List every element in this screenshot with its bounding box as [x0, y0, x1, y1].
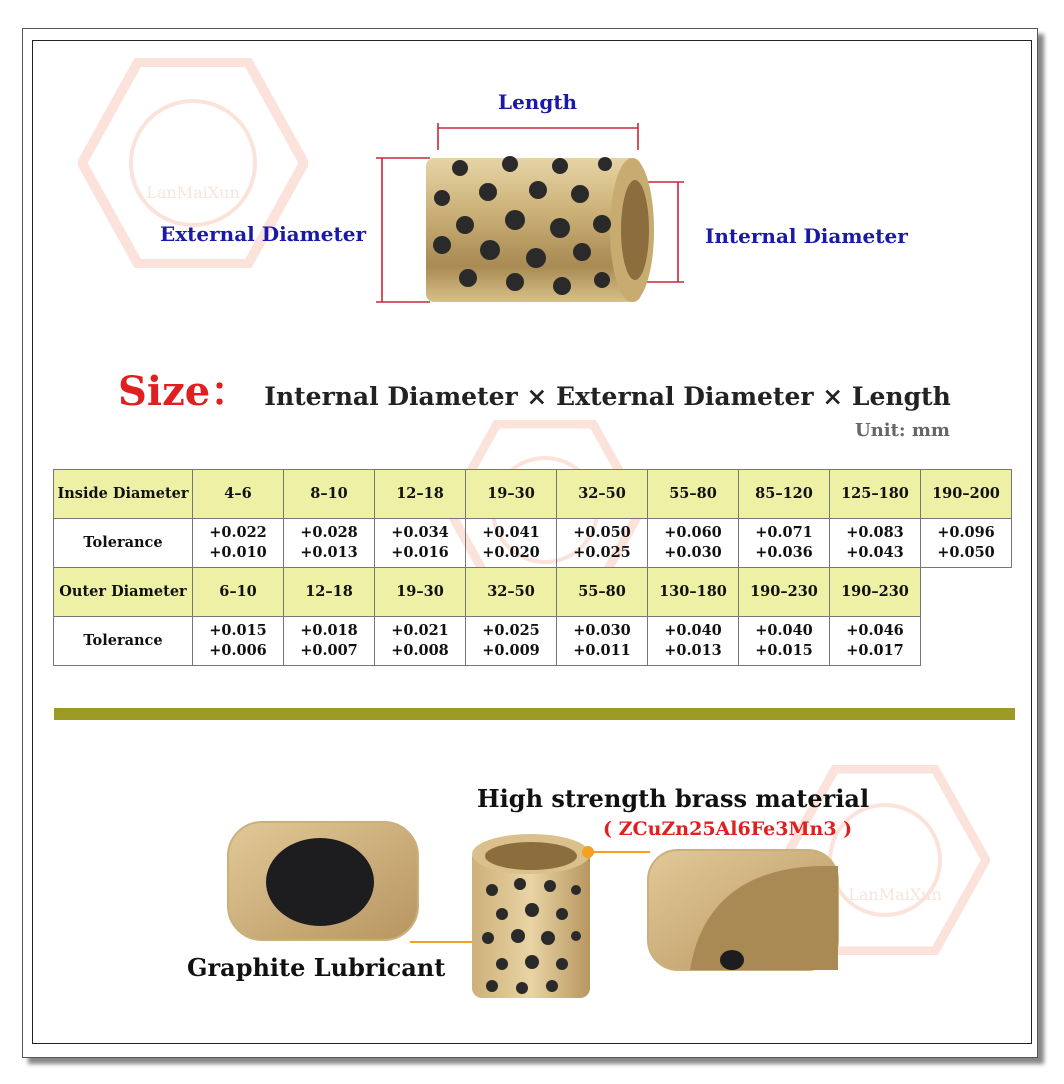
bushing-dimension-diagram — [370, 120, 690, 320]
brass-callout-dot — [582, 846, 594, 858]
watermark-text: LanMaiXun — [848, 885, 942, 904]
tolerance-table — [53, 469, 1012, 666]
outer-range-cell: 12–18 — [284, 568, 375, 617]
outer-tolerance-cell — [830, 617, 921, 666]
outer-tolerance-cell — [284, 617, 375, 666]
size-formula-line — [118, 360, 951, 417]
size-word: Size — [118, 368, 211, 415]
inside-tolerance-cell — [921, 519, 1012, 568]
external-dimension-line — [376, 158, 430, 302]
size-colon: ： — [210, 368, 251, 415]
tolerance-lower: +0.050 — [937, 544, 995, 561]
outer-range-cell: 190–230 — [739, 568, 830, 617]
inside-range-cell: 8–10 — [284, 470, 375, 519]
inside-tolerance-cell — [375, 519, 466, 568]
inside-range-cell: 125–180 — [830, 470, 921, 519]
outer-range-cell: 6–10 — [193, 568, 284, 617]
tolerance-upper: +0.096 — [937, 524, 995, 541]
tolerance-lower: +0.020 — [482, 544, 540, 561]
length-label: Length — [498, 90, 578, 114]
tolerance-upper: +0.022 — [209, 524, 267, 541]
inside-tolerance-cell — [193, 519, 284, 568]
outer-tolerance-cell — [739, 617, 830, 666]
inside-tolerance-cell — [557, 519, 648, 568]
bushing-product — [472, 834, 590, 998]
tolerance-lower: +0.043 — [846, 544, 904, 561]
outer-range-cell: 32–50 — [466, 568, 557, 617]
brass-closeup — [648, 850, 838, 970]
inside-tolerance-row — [54, 519, 1012, 568]
inside-tolerance-cell — [648, 519, 739, 568]
tolerance-upper: +0.021 — [391, 622, 449, 639]
outer-tolerance-cell — [466, 617, 557, 666]
tolerance-lower: +0.010 — [209, 544, 267, 561]
tolerance-lower: +0.013 — [300, 544, 358, 561]
tolerance-lower: +0.017 — [846, 642, 904, 659]
tolerance-upper: +0.034 — [391, 524, 449, 541]
outer-tolerance-cell — [193, 617, 284, 666]
watermark-text: LanMaiXun — [146, 183, 240, 202]
material-formula: ( ZCuZn25Al6Fe3Mn3 ) — [603, 818, 853, 840]
tolerance-lower: +0.030 — [664, 544, 722, 561]
tolerance-upper: +0.071 — [755, 524, 813, 541]
tolerance-upper: +0.050 — [573, 524, 631, 541]
tolerance-upper: +0.018 — [300, 622, 358, 639]
tolerance-lower: +0.025 — [573, 544, 631, 561]
tolerance-lower: +0.013 — [664, 642, 722, 659]
inside-range-cell: 12–18 — [375, 470, 466, 519]
tolerance-upper: +0.040 — [664, 622, 722, 639]
tolerance-upper: +0.040 — [755, 622, 813, 639]
outer-tolerance-cell — [648, 617, 739, 666]
inside-range-cell: 32–50 — [557, 470, 648, 519]
external-diameter-label: External Diameter — [160, 222, 367, 246]
tolerance-lower: +0.008 — [391, 642, 449, 659]
tolerance-upper: +0.060 — [664, 524, 722, 541]
outer-tolerance-row — [54, 617, 1012, 666]
tolerance-upper: +0.041 — [482, 524, 540, 541]
outer-diameter-row — [54, 568, 1012, 617]
graphite-closeup — [228, 822, 418, 940]
inside-range-cell: 4–6 — [193, 470, 284, 519]
inside-range-cell: 55–80 — [648, 470, 739, 519]
size-formula: Internal Diameter × External Diameter × Length — [264, 382, 951, 411]
tolerance-lower: +0.011 — [573, 642, 631, 659]
section-divider-bar — [54, 708, 1015, 720]
unit-label: Unit: mm — [855, 420, 950, 441]
tolerance-upper: +0.028 — [300, 524, 358, 541]
empty-cell — [921, 568, 1012, 617]
outer-range-cell: 130–180 — [648, 568, 739, 617]
tolerance-upper: +0.083 — [846, 524, 904, 541]
tolerance-lower: +0.036 — [755, 544, 813, 561]
outer-tolerance-cell — [375, 617, 466, 666]
material-title: High strength brass material — [477, 784, 870, 813]
tolerance-label: Tolerance — [54, 617, 193, 666]
tolerance-upper: +0.046 — [846, 622, 904, 639]
graphite-lubricant-label: Graphite Lubricant — [187, 953, 446, 982]
inside-diameter-header: Inside Diameter — [54, 470, 193, 519]
tolerance-lower: +0.015 — [755, 642, 813, 659]
tolerance-lower: +0.016 — [391, 544, 449, 561]
outer-range-cell: 55–80 — [557, 568, 648, 617]
inside-tolerance-cell — [830, 519, 921, 568]
internal-diameter-label: Internal Diameter — [705, 224, 908, 248]
inside-tolerance-cell — [739, 519, 830, 568]
inside-diameter-row — [54, 470, 1012, 519]
outer-tolerance-cell — [557, 617, 648, 666]
tolerance-lower: +0.007 — [300, 642, 358, 659]
length-dimension-line — [438, 123, 638, 150]
bushing-body — [426, 156, 654, 302]
empty-cell — [921, 617, 1012, 666]
tolerance-label: Tolerance — [54, 519, 193, 568]
inside-tolerance-cell — [284, 519, 375, 568]
inside-range-cell: 190–200 — [921, 470, 1012, 519]
tolerance-lower: +0.006 — [209, 642, 267, 659]
material-illustration — [220, 818, 853, 1003]
tolerance-upper: +0.025 — [482, 622, 540, 639]
tolerance-lower: +0.009 — [482, 642, 540, 659]
outer-diameter-header: Outer Diameter — [54, 568, 193, 617]
tolerance-upper: +0.015 — [209, 622, 267, 639]
inside-range-cell: 85–120 — [739, 470, 830, 519]
outer-range-cell: 19–30 — [375, 568, 466, 617]
inside-tolerance-cell — [466, 519, 557, 568]
tolerance-upper: +0.030 — [573, 622, 631, 639]
outer-range-cell: 190–230 — [830, 568, 921, 617]
inside-range-cell: 19–30 — [466, 470, 557, 519]
